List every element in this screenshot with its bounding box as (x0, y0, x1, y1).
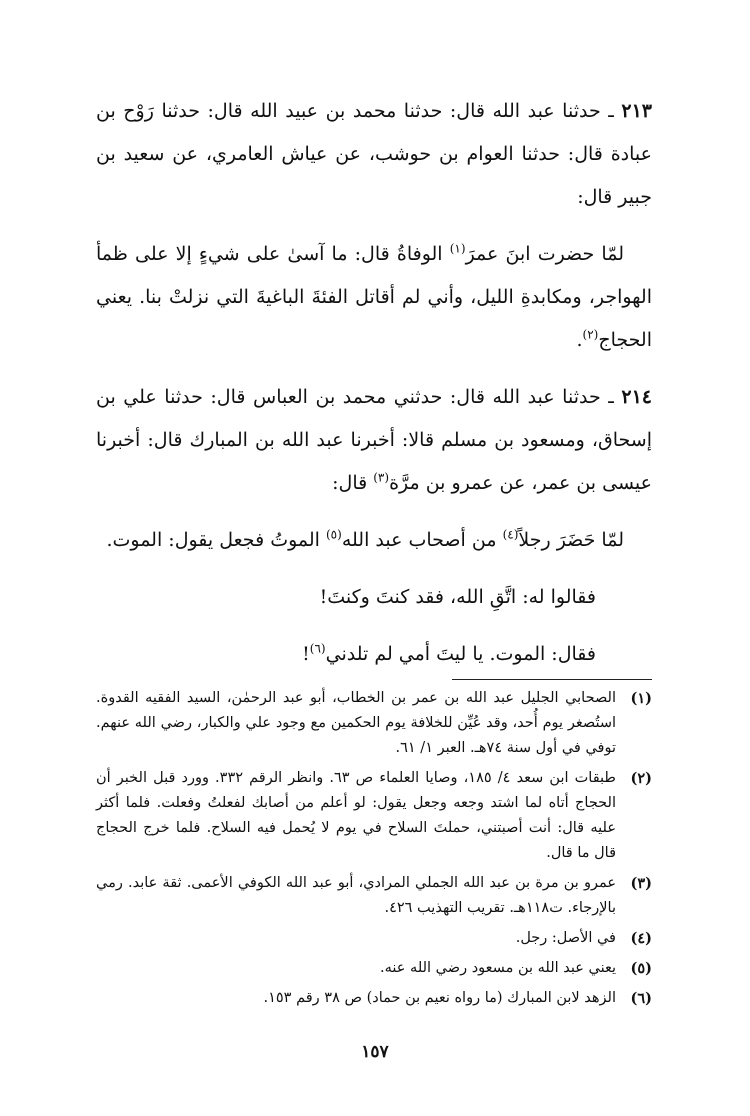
footnote-item (96, 926, 652, 951)
footnote-ref[interactable]: (٤) (502, 527, 519, 542)
matn-text: فقال: الموت. يا ليتَ أمي لم تلدني (325, 643, 596, 665)
footnote-number: (٦) (630, 990, 652, 1007)
footnotes (96, 686, 652, 1016)
hadith-number: ٢١٣ (621, 100, 652, 122)
footnote-ref[interactable]: (٦) (309, 641, 326, 656)
matn-text: لمّا حضرت ابنَ عمرَ (465, 243, 624, 265)
footnote-ref[interactable]: (٥) (325, 527, 342, 542)
isnad-text: قال: (332, 472, 374, 494)
footnote-item (96, 956, 652, 981)
hadith-214-line-3 (96, 633, 652, 676)
matn-text: من أصحاب عبد الله (341, 529, 503, 551)
footnote-item (96, 986, 652, 1011)
footnote-ref[interactable]: (٣) (373, 470, 390, 485)
footnote-text: يعني عبد الله بن مسعود رضي الله عنه. (380, 960, 616, 976)
footnote-separator (452, 679, 652, 680)
isnad-text: ـ حدثنا عبد الله قال: حدثنا محمد بن عبيد الله قال: حدثنا رَوْح بن عبادة قال: حدثنا العوام بن حوشب، عن عياش العامري، عن سعيد بن جبير قال: (96, 100, 652, 208)
matn-text: لمّا حَضَرَ رجلاً (518, 529, 624, 551)
footnote-text: طبقات ابن سعد ٤/ ١٨٥، وصايا العلماء ص ٦٣. وانظر الرقم ٣٣٢. وورد قبل الخبر أن الحجاج أتاه لما اشتد وجعه وجعل يقول: لو أعلم من أصابك لفعلتُ وفعلت. فلما أكثر عليه قال: أنت أصبتني، حملتَ السلاح في يوم لا يُحمل فيه السلاح. فلما خرج الحجاج قال ما قال. (96, 770, 616, 861)
footnote-text: عمرو بن مرة بن عبد الله الجملي المرادي، أبو عبد الله الكوفي الأعمى. ثقة عابد. رمي بالإرجاء. ت١١٨هـ. تقريب التهذيب ٤٢٦. (96, 875, 616, 916)
hadith-213-text (96, 233, 652, 362)
footnote-number: (٤) (630, 930, 652, 947)
footnote-text: في الأصل: رجل. (515, 930, 616, 946)
footnote-item (96, 766, 652, 866)
footnote-ref[interactable]: (١) (449, 241, 466, 256)
hadith-214-text (96, 519, 652, 562)
footnote-text: الصحابي الجليل عبد الله بن عمر بن الخطاب، أبو عبد الرحمٰن، السيد الفقيه القدوة. استُصغر يوم أُحد، وقد عُيِّن للخلافة يوم الحكمين مع وجود علي والكبار، رضي الله عنهم. توفي في أول سنة ٧٤هـ. العبر ١/ ٦١. (96, 690, 616, 756)
footnote-number: (٢) (630, 770, 652, 787)
hadith-number: ٢١٤ (621, 386, 652, 408)
footnote-ref[interactable]: (٢) (582, 327, 599, 342)
footnote-number: (١) (630, 690, 652, 707)
matn-text: الوفاةُ قال: ما آسىٰ على شيءٍ إلا على ظمأ الهواجر، ومكابدةِ الليل، وأني لم أقاتل الفئةَ الباغيةَ التي نزلتْ بنا. يعني الحجاج (96, 243, 652, 351)
hadith-214-line-2: فقالوا له: اتَّقِ الله، فقد كنتَ وكنتَ! (319, 586, 596, 608)
hadith-213-isnad (96, 90, 652, 219)
matn-text: ! (302, 643, 310, 665)
footnote-text: الزهد لابن المبارك (ما رواه نعيم بن حماد) ص ٣٨ رقم ١٥٣. (263, 990, 616, 1006)
isnad-text: ـ حدثنا عبد الله قال: حدثني محمد بن العباس قال: حدثنا علي بن إسحاق، ومسعود بن مسلم قالا: أخبرنا عبد الله بن المبارك قال: أخبرنا عيسى بن عمر، عن عمرو بن مرَّة (96, 386, 652, 494)
page-number: ١٥٧ (361, 1042, 389, 1062)
matn-text: الموتُ فجعل يقول: الموت. (106, 529, 326, 551)
matn-text: . (576, 329, 583, 351)
hadith-214-isnad (96, 376, 652, 505)
main-text (96, 90, 652, 676)
footnote-number: (٥) (630, 960, 652, 977)
footnote-item (96, 686, 652, 761)
footnote-item (96, 871, 652, 921)
footnote-number: (٣) (630, 875, 652, 892)
